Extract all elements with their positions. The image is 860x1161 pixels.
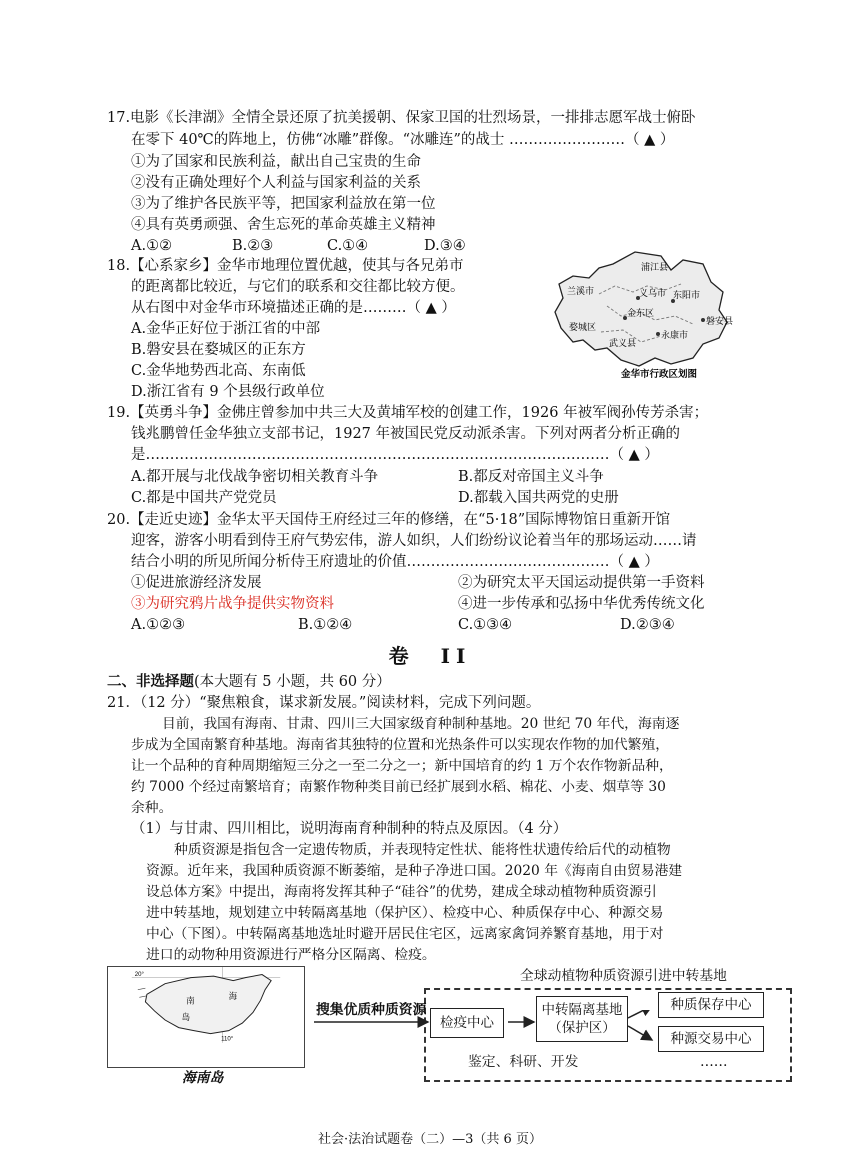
section-heading-note: (本大题有 5 小题，共 60 分） bbox=[194, 674, 391, 690]
flow-box-isolation-line2: （保护区） bbox=[548, 1020, 616, 1036]
q17-option-3: ③为了维护各民族平等，把国家利益放在第一位 bbox=[131, 196, 436, 212]
flow-box-quarantine: 检疫中心 bbox=[430, 1008, 504, 1038]
q20-option-4: ④进一步传承和弘扬中华优秀传统文化 bbox=[458, 596, 705, 612]
q20-option-2: ②为研究太平天国运动提供第一手资料 bbox=[458, 575, 705, 591]
q21-para2-line2: 资源。近年来，我国种质资源不断萎缩，是种子净进口国。2020 年《海南自由贸易港建 bbox=[146, 863, 683, 879]
flow-box-isolation-line1: 中转隔离基地 bbox=[541, 1002, 623, 1018]
q19-stem-line1: 19.【英勇斗争】金佛庄曾参加中共三大及黄埔军校的创建工作，1926 年被军阀孙传芳杀害； bbox=[107, 405, 709, 421]
q17-option-2: ②没有正确处理好个人利益与国家利益的关系 bbox=[131, 175, 421, 191]
flow-bottom-label: 鉴定、科研、开发 bbox=[468, 1054, 579, 1070]
flow-box-trading: 种源交易中心 bbox=[658, 1026, 764, 1052]
q21-para2-line3: 设总体方案》中提出，海南将发挥其种子“硅谷”的优势，建成全球动植物种质资源引 bbox=[146, 884, 657, 900]
flow-box-isolation-base bbox=[536, 996, 628, 1042]
hainan-map-caption: 海南岛 bbox=[182, 1070, 224, 1086]
map-label-dongyang: 东阳市 bbox=[673, 290, 701, 300]
q18-option-b: B.磐安县在婺城区的正东方 bbox=[131, 342, 306, 358]
q17-option-1: ①为了国家和民族利益，献出自己宝贵的生命 bbox=[131, 154, 421, 170]
q21-para1-line5: 余种。 bbox=[131, 800, 173, 816]
q21-para2-line1: 种质资源是指包含一定遗传物质，并表现特定性状、能将性状遗传给后代的动植物 bbox=[174, 842, 671, 858]
section-title: 卷 II bbox=[388, 644, 472, 668]
map-char-dao: 岛 bbox=[181, 1012, 191, 1023]
flow-more: …… bbox=[700, 1054, 728, 1070]
q17-answer-a: A.①② bbox=[131, 238, 173, 254]
q17-option-4: ④具有英勇顽强、舍生忘死的革命英雄主义精神 bbox=[131, 217, 436, 233]
hainan-island-map bbox=[107, 966, 305, 1068]
q18-stem-line2: 的距离都比较近，与它们的联系和交往都比较方便。 bbox=[131, 279, 465, 295]
q17-answer-b: B.②③ bbox=[232, 238, 274, 254]
q18-option-d: D.浙江省有 9 个县级行政单位 bbox=[131, 384, 325, 400]
latitude-label: 20° bbox=[134, 972, 144, 979]
q18-option-c: C.金华地势西北高、东南低 bbox=[131, 363, 306, 379]
q18-stem-line1: 18.【心系家乡】金华市地理位置优越，使其与各兄弟市 bbox=[107, 258, 464, 274]
q20-answer-d: D.②③④ bbox=[620, 617, 675, 633]
section-heading-label: 二、非选择题 bbox=[107, 673, 194, 690]
q20-answer-c: C.①③④ bbox=[458, 617, 513, 633]
q21-para1-line4: 约 7000 个经过南繁培育；南繁作物种类目前已经扩展到水稻、棉花、小麦、烟草等 30 bbox=[131, 779, 666, 795]
q20-stem-line2: 迎客，游客小明看到侍王府气势宏伟，游人如织，人们纷纷议论着当年的那场运动……请 bbox=[131, 533, 697, 549]
flow-title: 全球动植物种质资源引进中转基地 bbox=[520, 968, 727, 984]
q19-option-d: D.都载入国共两党的史册 bbox=[458, 490, 619, 506]
q17-stem-line1: 17.电影《长津湖》全情全景还原了抗美援朝、保家卫国的壮烈场景，一排排志愿军战士俯卧 bbox=[107, 110, 696, 126]
map-label-lanxi: 兰溪市 bbox=[567, 286, 595, 296]
q19-option-c: C.都是中国共产党党员 bbox=[131, 490, 277, 506]
flow-box-preservation: 种质保存中心 bbox=[658, 992, 764, 1018]
q20-stem-line1: 20.【走近史迹】金华太平天国侍王府经过三年的修缮，在“5·18”国际博物馆日重新开馆 bbox=[107, 512, 671, 528]
map-label-yongkang: 永康市 bbox=[661, 330, 689, 340]
q17-stem-line2: 在零下 40℃的阵地上，仿佛“冰雕”群像。“冰雕连”的战士 ……………………（ ▲ ） bbox=[131, 132, 675, 148]
q19-stem-line2: 钱兆鹏曾任金华独立支部书记，1927 年被国民党反动派杀害。下列对两者分析正确的 bbox=[131, 426, 681, 442]
map-label-wuyi: 武义县 bbox=[609, 338, 637, 348]
q18-option-a: A.金华正好位于浙江省的中部 bbox=[131, 321, 321, 337]
map-char-nan: 南 bbox=[186, 995, 195, 1006]
map-label-jindong: 金东区 bbox=[627, 308, 655, 318]
q21-stem: 21．（12 分）“聚焦粮食，谋求新发展。”阅读材料，完成下列问题。 bbox=[107, 695, 541, 711]
q20-option-1: ①促进旅游经济发展 bbox=[131, 575, 262, 591]
q17-answer-d: D.③④ bbox=[424, 238, 466, 254]
map-label-yiwu: 义乌市 bbox=[639, 288, 667, 298]
q21-para1-line2: 步成为全国南繁育种基地。海南省其独特的位置和光热条件可以实现农作物的加代繁殖， bbox=[131, 737, 670, 753]
page-footer: 社会·法治试题卷（二）—3（共 6 页） bbox=[318, 1132, 542, 1147]
q20-answer-b: B.①②④ bbox=[298, 617, 353, 633]
q21-subquestion-1: （1）与甘肃、四川相比，说明海南育种制种的特点及原因。（4 分） bbox=[131, 821, 568, 837]
q21-para1-line3: 让一个品种的育种周期缩短三分之一至二分之一；新中国培育的约 1 万个农作物新品种， bbox=[131, 758, 673, 774]
q18-stem-line3: 从右图中对金华市环境描述正确的是………（ ▲ ） bbox=[131, 300, 456, 316]
q21-para2-line6: 进口的动物种用资源进行严格分区隔离、检疫。 bbox=[146, 947, 436, 963]
jinhua-district-map bbox=[543, 246, 733, 386]
q20-option-3: ③为研究鸦片战争提供实物资料 bbox=[131, 596, 334, 612]
q21-para1-line1: 目前，我国有海南、甘肃、四川三大国家级育种制种基地。20 世纪 70 年代，海南逐 bbox=[162, 716, 680, 732]
q21-para2-line4: 进中转基地，规划建立中转隔离基地（保护区）、检疫中心、种质保存中心、种源交易 bbox=[146, 905, 664, 921]
flow-arrow-label: 搜集优质种质资源 bbox=[316, 1002, 427, 1018]
q20-answer-a: A.①②③ bbox=[131, 617, 186, 633]
longitude-label: 110° bbox=[221, 1036, 234, 1043]
q21-para2-line5: 中心（下图）。中转隔离基地选址时避开居民住宅区，远离家禽饲养繁育基地，用于对 bbox=[146, 926, 664, 942]
q20-stem-line3: 结合小明的所见所闻分析侍王府遗址的价值……………………………………（ ▲ ） bbox=[131, 554, 659, 570]
q19-option-a: A.都开展与北伐战争密切相关教育斗争 bbox=[131, 469, 379, 485]
section-heading bbox=[107, 672, 391, 692]
map-label-panan: 磐安县 bbox=[706, 316, 733, 326]
q19-option-b: B.都反对帝国主义斗争 bbox=[458, 469, 604, 485]
map-label-pujiang: 浦江县 bbox=[641, 262, 669, 272]
map-label-wucheng: 婺城区 bbox=[569, 322, 597, 332]
map-char-hai: 海 bbox=[228, 990, 238, 1001]
map-caption: 金华市行政区划图 bbox=[621, 369, 698, 380]
q17-answer-c: C.①④ bbox=[327, 238, 369, 254]
q19-stem-line3: 是……………………………………………………………………………………（ ▲ ） bbox=[131, 447, 659, 463]
